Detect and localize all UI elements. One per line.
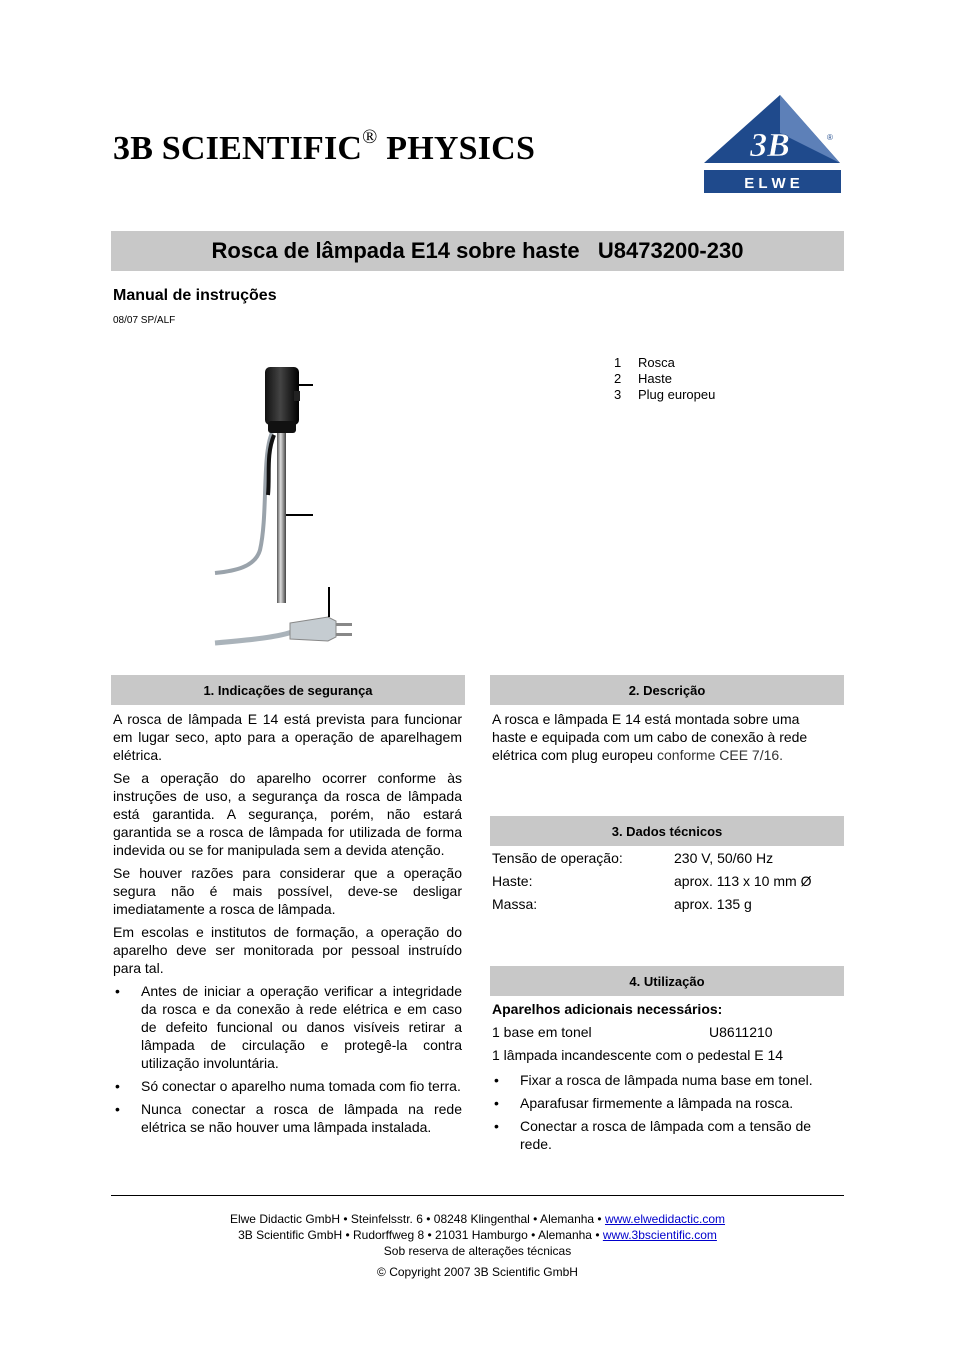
paragraph: A rosca e lâmpada E 14 está montada sobre uma haste e equipada com um cabo de conexão à rede elétrica com plug europeu conforme CEE 7/16. [492,711,808,763]
registered-mark: ® [362,126,378,148]
bullet-icon: • [115,983,120,999]
manual-label: Manual de instruções [113,287,277,304]
bullet-icon: • [115,1078,120,1094]
bullet-icon: • [115,1101,120,1117]
list-item: • Fixar a rosca de lâmpada numa base em tonel. [494,1072,813,1088]
list-item: • Antes de iniciar a operação verificar a integridade da rosca e da conexão à rede elétrica e em caso de defeito funcional ou danos visíveis retirar a lâmpada de circulação e protegê-la contra utilização involuntária. [115,983,462,1071]
bullet-icon: • [494,1118,499,1134]
legend-item: 1 Rosca [614,355,675,370]
section-description-body [492,710,832,769]
section-safety-body [113,710,462,1141]
brand-title [113,126,535,168]
subheading: Aparelhos adicionais necessários: [492,1001,723,1017]
technical-data-table [492,850,842,919]
document-code: 08/07 SP/ALF [113,315,176,326]
table-row: Haste: aprox. 113 x 10 mm Ø [492,873,812,889]
bullet-icon: • [494,1095,499,1111]
elwe-website-link[interactable]: www.elwedidactic.com [604,1212,726,1226]
3b-website-link[interactable]: www.3bscientific.com [602,1228,717,1242]
elwe-3b-logo [700,93,843,195]
table-row: Massa: aprox. 135 g [492,896,752,912]
legend-item: 2 Haste [614,371,672,386]
list-item: 1 base em tonel U8611210 [492,1024,773,1040]
product-photo [210,355,360,655]
paragraph: Se houver razões para considerar que a operação segura não é mais possível, deve-se desligar imediatamente a rosca de lâmpada. [113,865,462,917]
figure-legend [614,355,715,403]
section-heading-safety: 1. Indicações de segurança [111,675,465,705]
list-item: 1 lâmpada incandescente com o pedestal E 14 [492,1047,784,1063]
footer-disclaimer: Sob reserva de alterações técnicas [383,1244,572,1258]
logo-reg-mark: ® [827,133,833,142]
section-heading-usage: 4. Utilização [490,966,844,996]
logo-3b-text: 3B [750,127,790,164]
bullet-icon: • [494,1072,499,1088]
paragraph: Em escolas e institutos de formação, a operação do aparelho deve ser monitorada por pessoal instruído para tal. [113,924,462,976]
usage-bullet-list [492,1071,832,1153]
list-item: • Conectar a rosca de lâmpada com a tensão de rede. [494,1118,812,1152]
section-heading-description: 2. Descrição [490,675,844,705]
product-title: Rosca de lâmpada E14 sobre haste U8473200-230 [111,231,844,271]
legend-item: 3 Plug europeu [614,387,716,402]
safety-bullet-list [113,982,462,1136]
list-item: • Aparafusar firmemente a lâmpada na rosca. [494,1095,794,1111]
section-usage-body [492,1000,832,1158]
logo-elwe-text: E L W E [744,175,800,192]
footer-address-elwe: Elwe Didactic GmbH • Steinfelsstr. 6 • 08248 Klingenthal • Alemanha • www.elwedidactic.com [229,1212,726,1226]
footer-copyright: © Copyright 2007 3B Scientific GmbH [377,1265,578,1279]
brand-suffix: PHYSICS [377,130,536,167]
footer [111,1211,844,1280]
footer-divider [111,1195,844,1196]
list-item: • Só conectar o aparelho numa tomada com fio terra. [115,1078,461,1094]
section-heading-technical-data: 3. Dados técnicos [490,816,844,846]
paragraph: A rosca de lâmpada E 14 está prevista para funcionar em lugar seco, apto para a operação de aparelhagem elétrica. [113,711,462,763]
table-row: Tensão de operação: 230 V, 50/60 Hz [492,850,774,866]
brand-main: 3B SCIENTIFIC [113,130,363,167]
paragraph: Se a operação do aparelho ocorrer conforme às instruções de uso, a segurança da rosca de lâmpada está garantida. A segurança, porém, não estará garantida se a rosca de lâmpada for utilizada de forma indevida ou se for manipulada sem a devida atenção. [113,770,462,858]
list-item: • Nunca conectar a rosca de lâmpada na rede elétrica se não houver uma lâmpada instalada. [115,1101,462,1135]
footer-address-3b: 3B Scientific GmbH • Rudorffweg 8 • 21031 Hamburgo • Alemanha • www.3bscientific.com [238,1228,717,1242]
